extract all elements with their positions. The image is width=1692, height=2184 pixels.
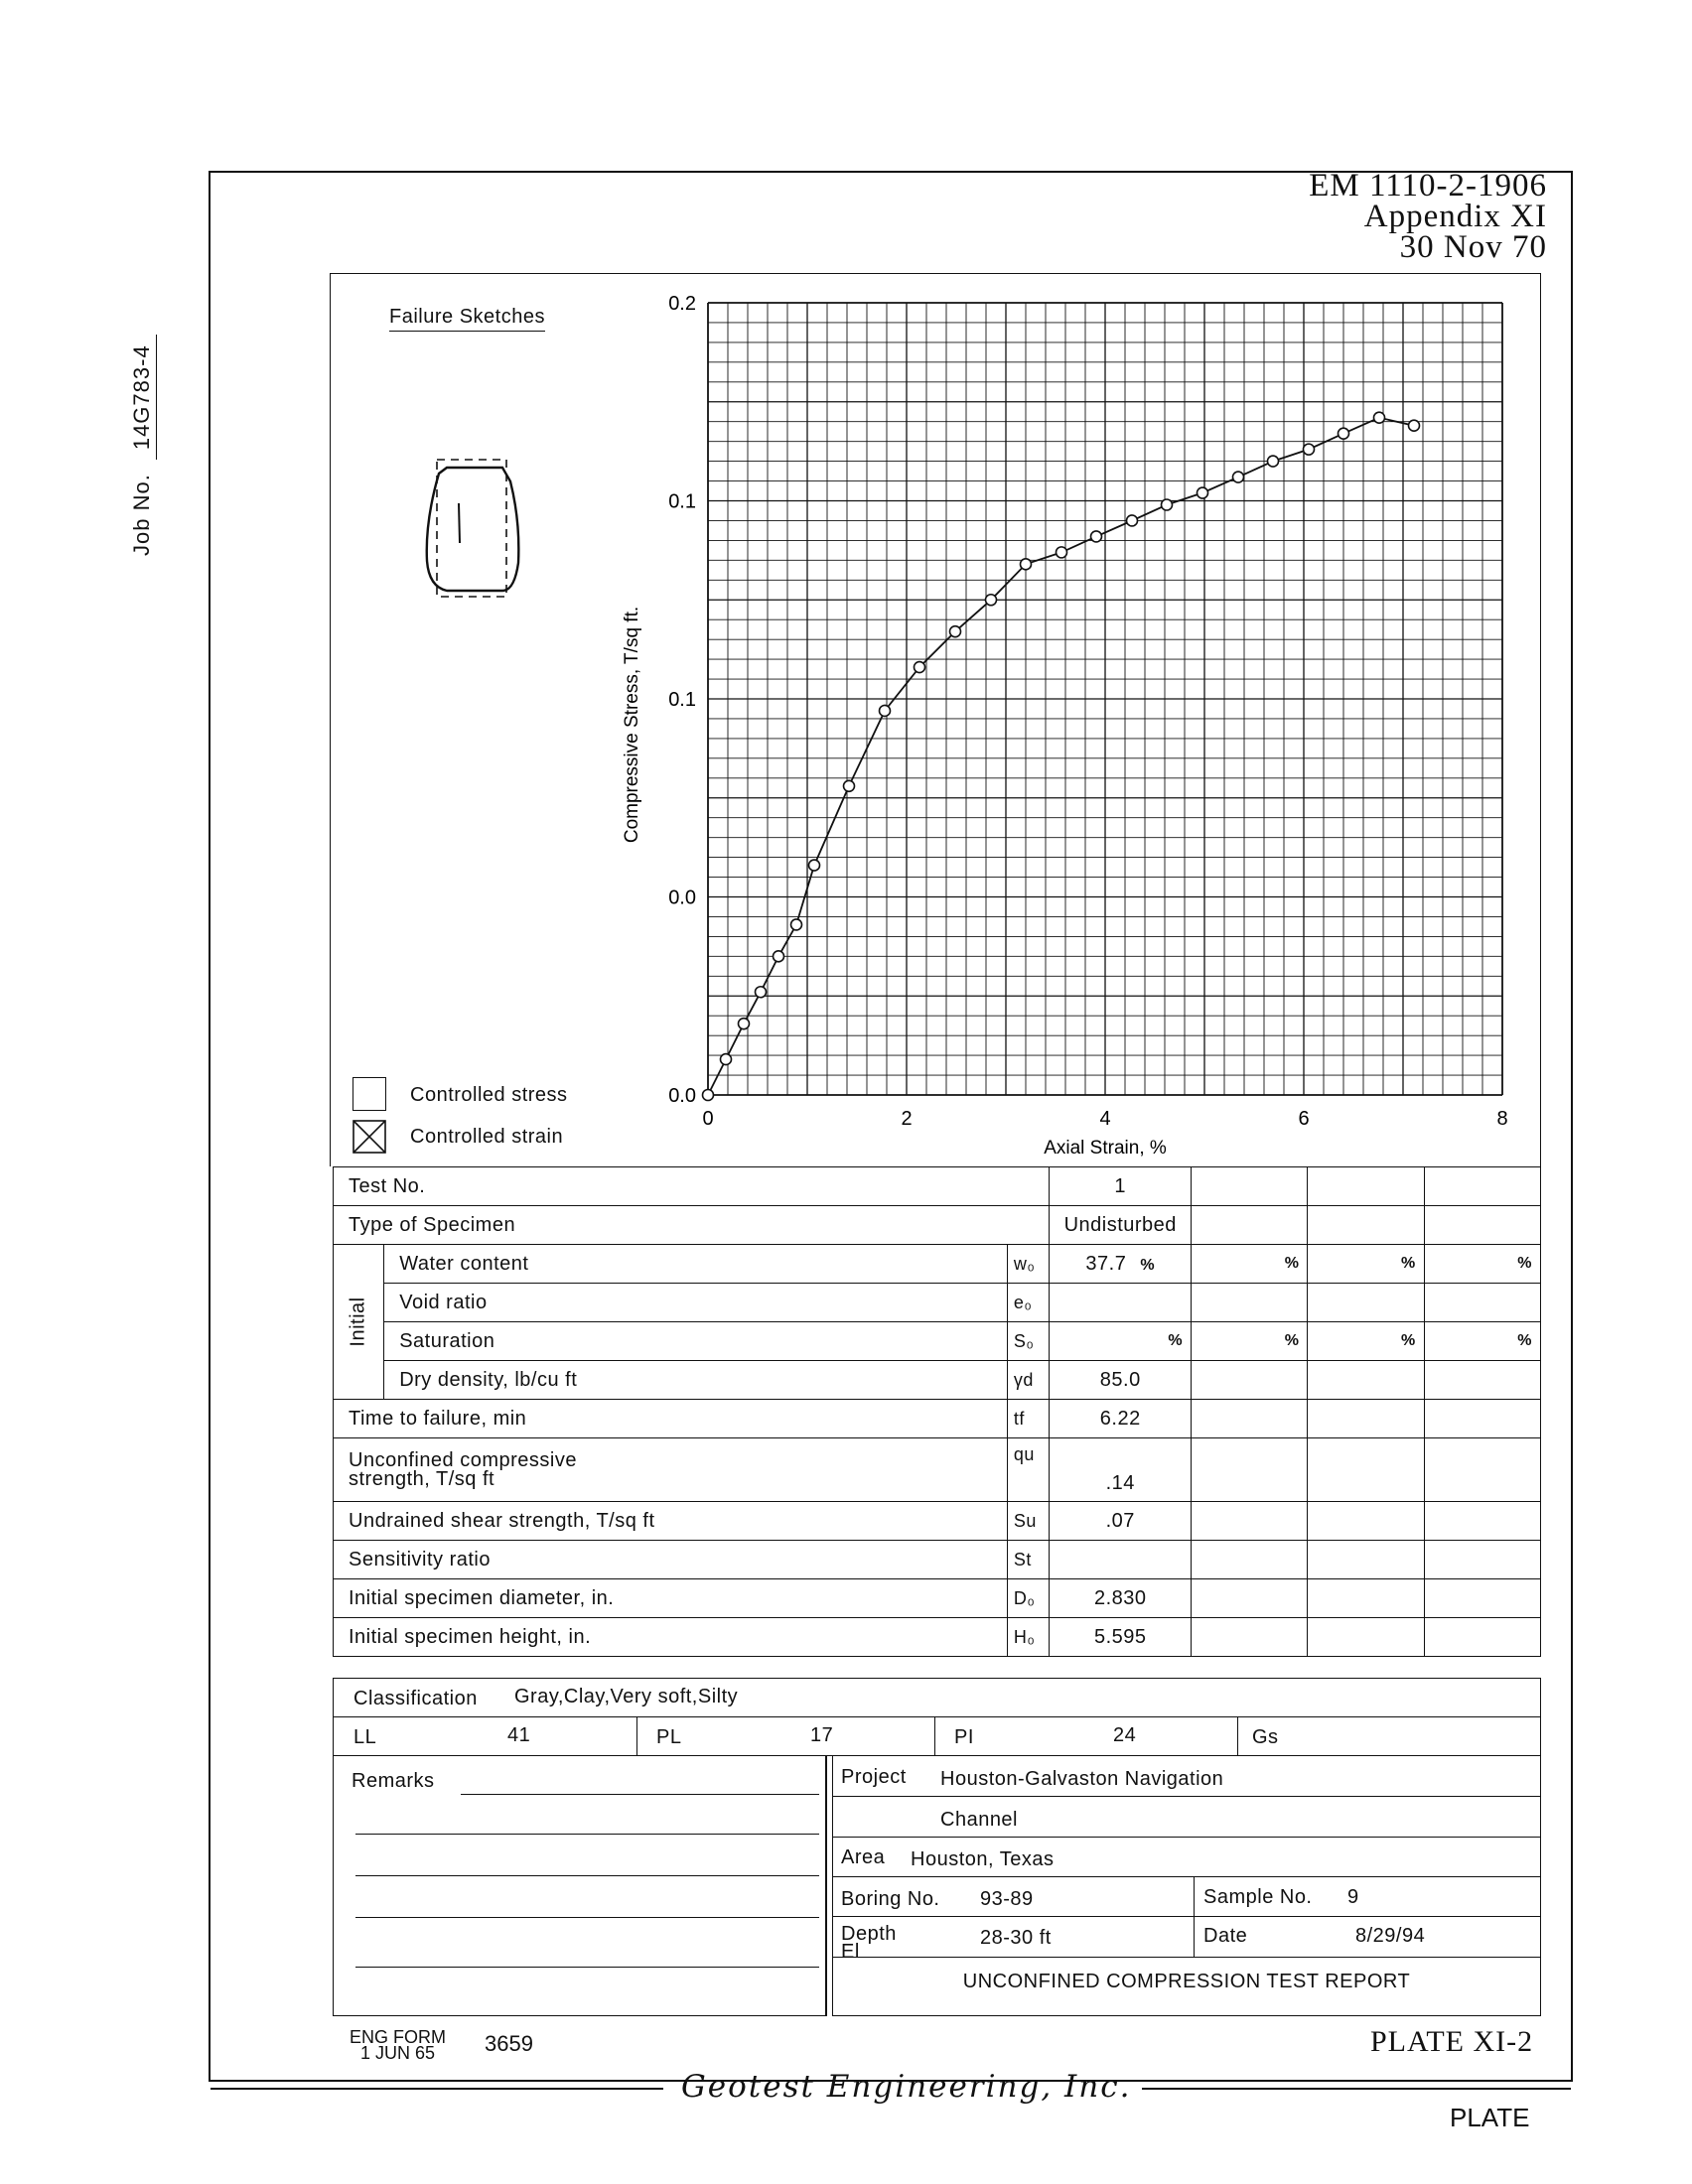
classification-row — [333, 1678, 1541, 1717]
sample-value: 9 — [1347, 1886, 1359, 1908]
y-tick-label: 0.1 — [668, 689, 696, 711]
project-box — [832, 1755, 1541, 2016]
data-point — [721, 1054, 732, 1065]
header-date: 30 Nov 70 — [1399, 229, 1547, 265]
diameter-label: Initial specimen diameter, in. — [334, 1579, 1008, 1618]
data-point — [1374, 412, 1385, 423]
limits-row — [333, 1716, 1541, 1756]
dry-density-value: 85.0 — [1050, 1361, 1192, 1400]
test-no-value: 1 — [1050, 1167, 1192, 1206]
pi-label: PI — [954, 1726, 974, 1748]
x-tick-label: 6 — [1298, 1108, 1310, 1130]
stress-strain-curve — [708, 418, 1414, 1095]
controlled-stress-label: Controlled stress — [410, 1084, 568, 1106]
undrained-shear-value: .07 — [1050, 1502, 1192, 1541]
void-ratio-label: Void ratio — [384, 1284, 1008, 1322]
data-point — [1057, 547, 1067, 558]
classification-value: Gray,Clay,Very soft,Silty — [514, 1686, 739, 1707]
height-symbol: H₀ — [1007, 1618, 1049, 1657]
test-data-table — [333, 1166, 1541, 1657]
project-label: Project — [841, 1766, 907, 1788]
saturation-symbol: S₀ — [1007, 1322, 1049, 1361]
data-point — [1162, 499, 1173, 510]
data-point — [774, 951, 784, 962]
footer-rule-right — [1142, 2088, 1571, 2090]
data-point — [986, 595, 997, 606]
pl-value: 17 — [810, 1724, 834, 1746]
data-point — [1339, 428, 1349, 439]
dry-density-symbol: γd — [1007, 1361, 1049, 1400]
x-tick-label: 4 — [1099, 1108, 1111, 1130]
eng-form-number: 3659 — [485, 2031, 533, 2056]
header-appendix: Appendix XI — [1363, 199, 1547, 234]
area-value: Houston, Texas — [911, 1848, 1055, 1870]
project-name-line2: Channel — [940, 1809, 1019, 1831]
sensitivity-label: Sensitivity ratio — [334, 1541, 1008, 1579]
company-name: Geotest Engineering, Inc. — [681, 2069, 1132, 2105]
table-row — [334, 1206, 1541, 1245]
table-row — [334, 1541, 1541, 1579]
failure-sketches-title: Failure Sketches — [389, 306, 545, 332]
controlled-stress-checkbox[interactable] — [352, 1077, 386, 1111]
table-row — [334, 1618, 1541, 1657]
box-divider — [826, 1755, 827, 2016]
dry-density-label: Dry density, lb/cu ft — [384, 1361, 1008, 1400]
table-row — [334, 1502, 1541, 1541]
table-row — [334, 1284, 1541, 1322]
specimen-type-label: Type of Specimen — [334, 1206, 1050, 1245]
data-point — [1409, 420, 1420, 431]
diameter-value: 2.830 — [1050, 1579, 1192, 1618]
ucs-symbol: qu — [1007, 1438, 1049, 1502]
stress-strain-chart — [596, 278, 1519, 1161]
specimen-type-value: Undisturbed — [1050, 1206, 1192, 1245]
water-content-label: Water content — [384, 1245, 1008, 1284]
failure-sketch-drawing — [407, 452, 536, 611]
gs-label: Gs — [1252, 1726, 1279, 1748]
classification-label: Classification — [353, 1688, 478, 1709]
job-number-value: 14G783-4 — [129, 335, 157, 460]
controlled-strain-label: Controlled strain — [410, 1126, 564, 1148]
project-name-line1: Houston-Galvaston Navigation — [940, 1768, 1224, 1790]
y-tick-label: 0.2 — [668, 293, 696, 315]
data-point — [1127, 515, 1138, 526]
table-row — [334, 1438, 1541, 1502]
saturation-label: Saturation — [384, 1322, 1008, 1361]
remarks-box — [333, 1755, 826, 2016]
table-row: Saturation S₀ % % % % — [334, 1322, 1541, 1361]
data-point — [1021, 559, 1032, 570]
y-axis-label: Compressive Stress, T/sq ft. — [622, 606, 642, 844]
data-point — [756, 987, 767, 998]
data-point — [880, 705, 891, 716]
test-no-label: Test No. — [334, 1167, 1050, 1206]
height-value: 5.595 — [1050, 1618, 1192, 1657]
y-tick-label: 0.1 — [668, 490, 696, 513]
eng-form-label: ENG FORM 1 JUN 65 — [350, 2027, 446, 2063]
date-label: Date — [1203, 1925, 1248, 1947]
data-point — [1233, 472, 1244, 482]
diameter-symbol: D₀ — [1007, 1579, 1049, 1618]
data-point — [791, 919, 802, 930]
pl-label: PL — [656, 1726, 682, 1748]
initial-group-label: Initial — [334, 1245, 384, 1400]
table-row — [334, 1167, 1541, 1206]
header-em-number: EM 1110-2-1906 — [1309, 168, 1547, 204]
data-point — [703, 1090, 714, 1101]
date-value: 8/29/94 — [1355, 1925, 1426, 1947]
ll-label: LL — [353, 1726, 377, 1748]
data-point — [950, 626, 961, 637]
data-point — [1268, 456, 1279, 467]
undrained-shear-label: Undrained shear strength, T/sq ft — [334, 1502, 1008, 1541]
y-tick-label: 0.0 — [668, 1085, 696, 1107]
time-to-failure-symbol: tf — [1007, 1400, 1049, 1438]
ll-value: 41 — [507, 1724, 531, 1746]
void-ratio-symbol: e₀ — [1007, 1284, 1049, 1322]
data-point — [1198, 487, 1208, 498]
depth-label: Depth El — [841, 1923, 897, 1963]
ucs-value: .14 — [1050, 1438, 1192, 1502]
data-point — [915, 662, 925, 673]
boring-value: 93-89 — [980, 1888, 1034, 1910]
x-tick-label: 2 — [901, 1108, 913, 1130]
height-label: Initial specimen height, in. — [334, 1618, 1008, 1657]
table-row: Initial Water content w₀ 37.7 % % % % — [334, 1245, 1541, 1284]
water-content-symbol: w₀ — [1007, 1245, 1049, 1284]
remarks-label: Remarks — [352, 1770, 435, 1792]
depth-value: 28-30 ft — [980, 1927, 1052, 1949]
report-title: UNCONFINED COMPRESSION TEST REPORT — [962, 1971, 1411, 1992]
footer-rule-left — [211, 2088, 663, 2090]
chart-data-points — [703, 412, 1420, 1100]
sensitivity-symbol: St — [1007, 1541, 1049, 1579]
table-row — [334, 1361, 1541, 1400]
x-tick-label: 8 — [1496, 1108, 1508, 1130]
x-axis-label: Axial Strain, % — [1044, 1138, 1167, 1159]
water-content-value: 37.7 % — [1050, 1245, 1192, 1284]
sample-label: Sample No. — [1203, 1886, 1313, 1908]
boring-label: Boring No. — [841, 1888, 940, 1910]
time-to-failure-label: Time to failure, min — [334, 1400, 1008, 1438]
plate-number: PLATE XI-2 — [1370, 2025, 1534, 2058]
table-row — [334, 1579, 1541, 1618]
data-point — [1304, 444, 1315, 455]
job-number-label: Job No. — [129, 474, 154, 556]
undrained-shear-symbol: Su — [1007, 1502, 1049, 1541]
x-tick-label: 0 — [702, 1108, 714, 1130]
time-to-failure-value: 6.22 — [1050, 1400, 1192, 1438]
table-row — [334, 1400, 1541, 1438]
plate-label: PLATE — [1450, 2103, 1530, 2132]
ucs-label: Unconfined compressive strength, T/sq ft — [334, 1438, 1008, 1502]
area-label: Area — [841, 1846, 886, 1868]
y-tick-label: 0.0 — [668, 887, 696, 909]
data-point — [844, 780, 855, 791]
data-point — [809, 860, 820, 871]
pi-value: 24 — [1113, 1724, 1137, 1746]
job-number — [129, 218, 155, 556]
controlled-strain-checkbox[interactable] — [352, 1120, 386, 1154]
data-point — [1091, 531, 1102, 542]
data-point — [739, 1019, 750, 1029]
